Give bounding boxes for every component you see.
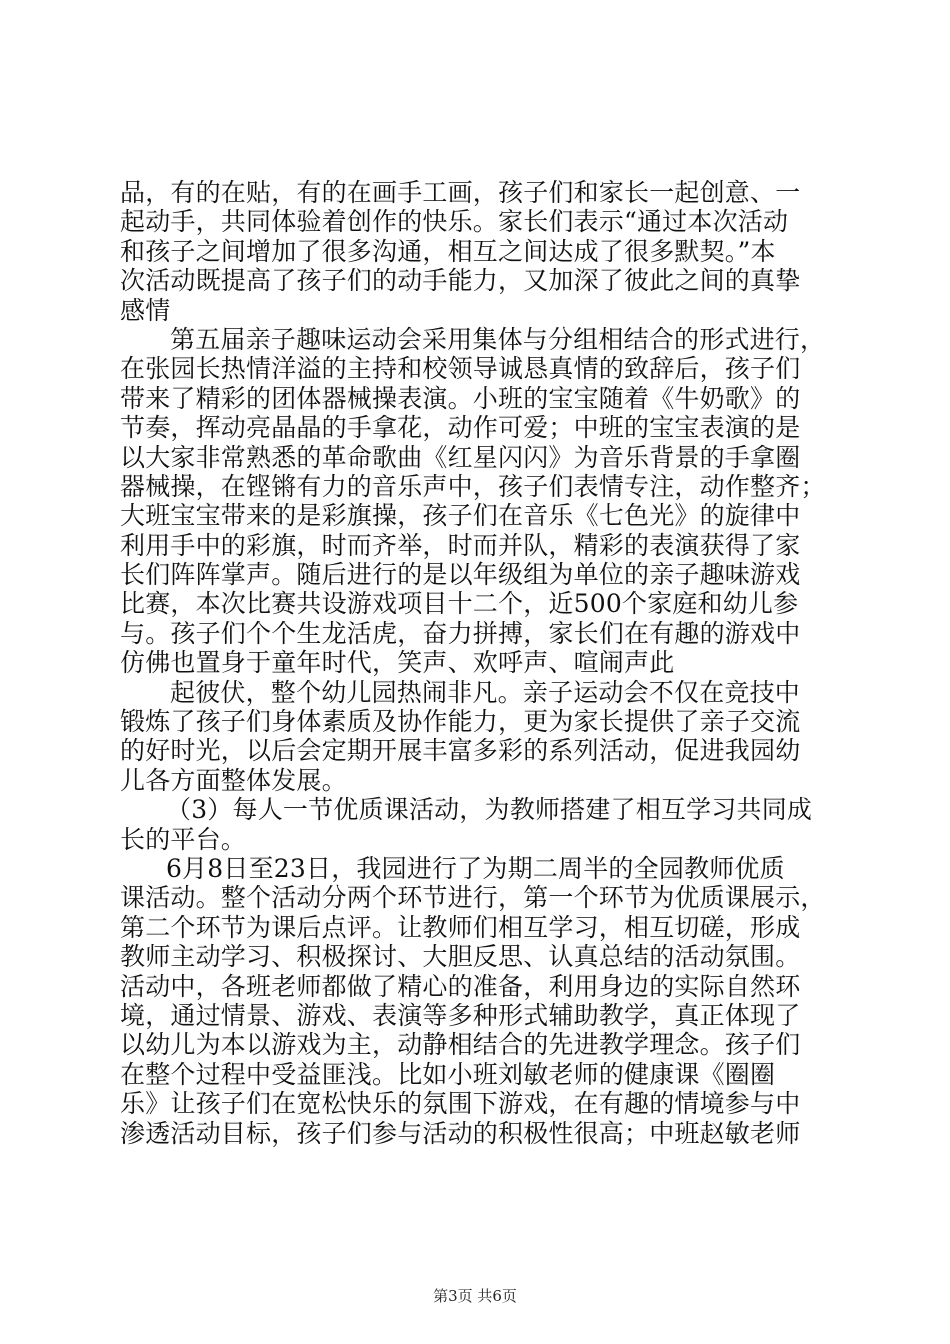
text-line: 儿各方面整体发展。 <box>120 765 347 795</box>
text-line: 带来了精彩的团体器械操表演。小班的宝宝随着《牛奶歌》的 <box>120 383 801 413</box>
text-line: 课活动。整个活动分两个环节进行，第一个环节为优质课展示， <box>120 883 826 913</box>
page-number-footer: 第3页 共6页 <box>433 1287 517 1305</box>
text-line: 仿佛也置身于童年时代，笑声、欢呼声、喧闹声此 <box>120 648 675 678</box>
body-text <box>120 178 840 1148</box>
paragraph-start-line: 6月8日至23日，我园进行了为期二周半的全园教师优质 <box>166 853 785 883</box>
section-heading-line: 长的平台。 <box>120 824 247 854</box>
text-line: 境，通过情景、游戏、表演等多种形式辅助教学，真正体现了 <box>120 1000 801 1030</box>
text-line: 节奏，挥动亮晶晶的手拿花，动作可爱；中班的宝宝表演的是 <box>120 413 801 443</box>
text-line: 活动中，各班老师都做了精心的准备，利用身边的实际自然环 <box>120 971 801 1001</box>
text-line: 第二个环节为课后点评。让教师们相互学习，相互切磋，形成 <box>120 912 801 942</box>
text-line: 乐》让孩子们在宽松快乐的氛围下游戏，在有趣的情境参与中 <box>120 1089 801 1119</box>
text-line: 渗透活动目标，孩子们参与活动的积极性很高；中班赵敏老师 <box>120 1118 801 1148</box>
text-line: 感情 <box>120 295 171 325</box>
text-line: 利用手中的彩旗，时而齐举，时而并队，精彩的表演获得了家 <box>120 530 801 560</box>
text-line: 次活动既提高了孩子们的动手能力，又加深了彼此之间的真挚 <box>120 266 801 296</box>
text-line: 长们阵阵掌声。随后进行的是以年级组为单位的亲子趣味游戏 <box>120 560 801 590</box>
text-line: 品，有的在贴，有的在画手工画，孩子们和家长一起创意、一 <box>120 178 801 207</box>
text-line: 器械操，在铿锵有力的音乐声中，孩子们表情专注，动作整齐； <box>120 471 826 501</box>
paragraph-start-line: 起彼伏，整个幼儿园热闹非凡。亲子运动会不仅在竞技中 <box>170 677 801 707</box>
text-line: 与。孩子们个个生龙活虎，奋力拼搏，家长们在有趣的游戏中 <box>120 618 801 648</box>
text-line: 在整个过程中受益匪浅。比如小班刘敏老师的健康课《圈圈 <box>120 1059 776 1089</box>
text-line: 教师主动学习、积极探讨、大胆反思、认真总结的活动氛围。 <box>120 942 801 972</box>
paragraph-start-line: 第五届亲子趣味运动会采用集体与分组相结合的形式进行， <box>170 324 826 354</box>
text-line: 在张园长热情洋溢的主持和校领导诚恳真情的致辞后，孩子们 <box>120 354 801 384</box>
text-line: 锻炼了孩子们身体素质及协作能力，更为家长提供了亲子交流 <box>120 707 801 737</box>
text-line: 大班宝宝带来的是彩旗操，孩子们在音乐《七色光》的旋律中 <box>120 501 801 531</box>
text-line: 起动手，共同体验着创作的快乐。家长们表示“通过本次活动 <box>120 207 789 237</box>
text-line: 以大家非常熟悉的革命歌曲《红星闪闪》为音乐背景的手拿圈 <box>120 442 801 472</box>
text-line: 以幼儿为本以游戏为主，动静相结合的先进教学理念。孩子们 <box>120 1030 801 1060</box>
text-line: 和孩子之间增加了很多沟通，相互之间达成了很多默契。”本 <box>120 236 776 266</box>
section-heading-line: （3）每人一节优质课活动，为教师搭建了相互学习共同成 <box>166 795 813 825</box>
text-line: 比赛，本次比赛共设游戏项目十二个，近500个家庭和幼儿参 <box>120 589 799 619</box>
text-line: 的好时光，以后会定期开展丰富多彩的系列活动，促进我园幼 <box>120 736 801 766</box>
